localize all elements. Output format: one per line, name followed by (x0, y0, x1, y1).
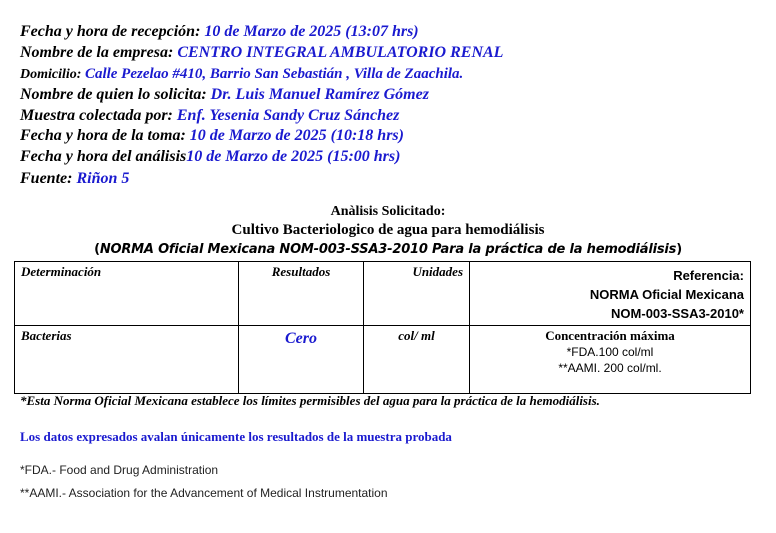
concentracion-maxima: Concentración máxima (545, 328, 675, 343)
header-referencia (470, 262, 751, 326)
reception-datetime-value: 10 de Marzo de 2025 (13:07 hrs) (204, 23, 419, 40)
analysis-datetime-value: 10 de Marzo de 2025 (15:00 hrs) (186, 148, 401, 165)
requester-line (20, 85, 429, 105)
address-label: Domicilio: (20, 67, 82, 82)
reception-datetime-label: Fecha y hora de recepción: (20, 23, 201, 40)
analysis-subtitle: Cultivo Bacteriologico de agua para hemodiálisis (231, 222, 545, 238)
fda-footnote: *FDA.- Food and Drug Administration (20, 463, 219, 477)
header-determinacion: Determinación (15, 262, 239, 326)
header-resultados: Resultados (239, 262, 364, 326)
referencia-norma: NORMA Oficial Mexicana (589, 287, 744, 302)
source-value: Riñon 5 (76, 170, 130, 187)
aami-limit: **AAMI. 200 col/ml. (558, 361, 662, 375)
company-value: CENTRO INTEGRAL AMBULATORIO RENAL (177, 44, 504, 61)
norma-note: *Esta Norma Oficial Mexicana establece los límites permisibles del agua para la práctica de la hemodiálisis. (20, 393, 600, 408)
table-header-row (15, 262, 751, 326)
disclaimer-note: Los datos expresados avalan únicamente los resultados de la muestra probada (20, 429, 452, 444)
company-label: Nombre de la empresa: (20, 44, 174, 61)
referencia-code: NOM-003-SSA3-2010* (611, 306, 744, 321)
cell-bacterias: Bacterias (15, 326, 239, 394)
sampling-datetime-label: Fecha y hora de la toma: (20, 127, 186, 144)
fda-limit: *FDA.100 col/ml (566, 345, 654, 359)
collector-line (20, 106, 399, 126)
results-table (14, 261, 751, 394)
analysis-norma (0, 242, 776, 257)
analysis-title: Anàlisis Solicitado: (330, 204, 446, 219)
address-line (20, 64, 463, 85)
cell-unidades: col/ ml (364, 326, 470, 394)
analysis-datetime-label: Fecha y hora del análisis (20, 148, 187, 165)
collector-label: Muestra colectada por: (20, 107, 173, 124)
cell-referencia (470, 326, 751, 394)
header-unidades: Unidades (364, 262, 470, 326)
paren-close: ) (676, 242, 682, 257)
company-line (20, 43, 503, 63)
requester-value: Dr. Luis Manuel Ramírez Gómez (210, 86, 429, 103)
address-value: Calle Pezelao #410, Barrio San Sebastián , Villa de Zaachila. (84, 66, 464, 82)
paren-open: ( (94, 242, 100, 257)
requester-label: Nombre de quien lo solicita: (20, 86, 207, 103)
cell-result-cero: Cero (239, 326, 364, 394)
table-row (15, 326, 751, 394)
source-label: Fuente: (20, 170, 73, 187)
collector-value: Enf. Yesenia Sandy Cruz Sánchez (176, 107, 400, 124)
analysis-datetime-line (20, 147, 400, 167)
sampling-datetime-line (20, 126, 404, 146)
source-line (20, 169, 129, 189)
reception-datetime-line (20, 22, 419, 42)
aami-footnote: **AAMI.- Association for the Advancement of Medical Instrumentation (20, 486, 388, 500)
norma-text: NORMA Oficial Mexicana NOM-003-SSA3-2010 Para la práctica de la hemodiálisis (99, 242, 677, 257)
sampling-datetime-value: 10 de Marzo de 2025 (10:18 hrs) (189, 127, 404, 144)
referencia-label: Referencia: (673, 268, 744, 283)
